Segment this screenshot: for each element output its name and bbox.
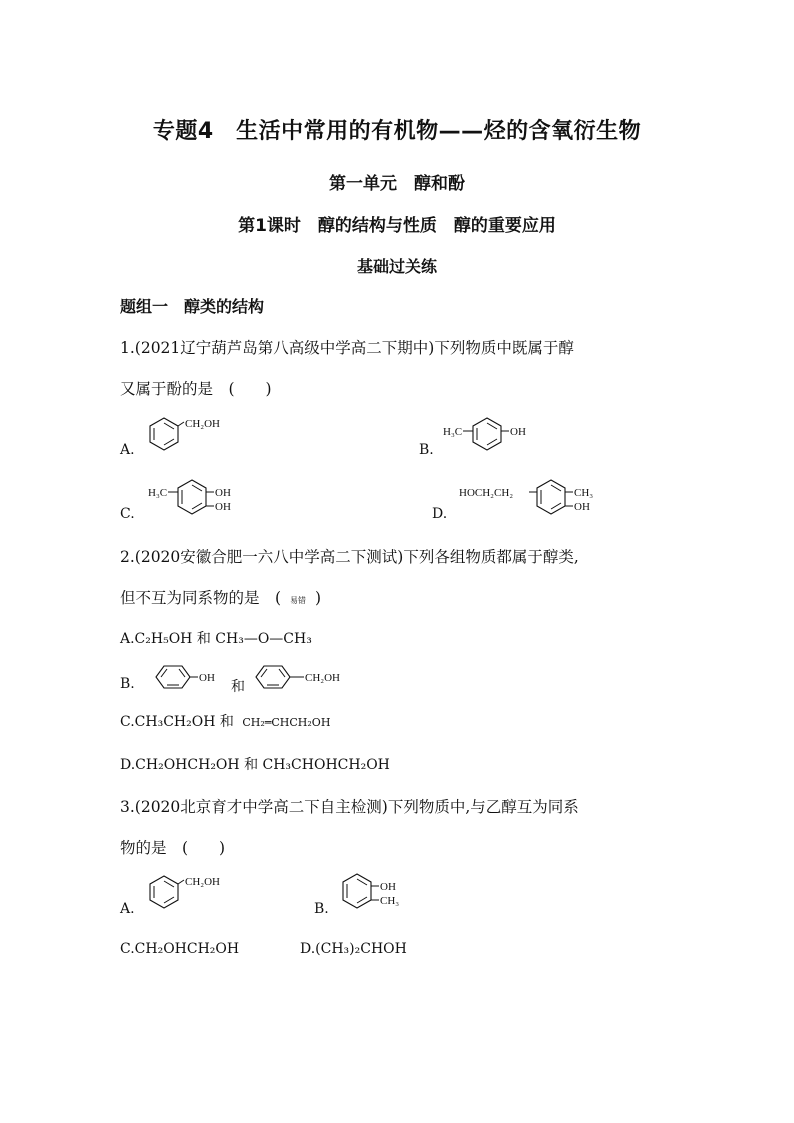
q2-option-b-structure-2 [250,662,370,696]
q3-option-d: D.(CH₃)₂CHOH [300,941,407,957]
q2-b-ch2oh: CH₂OH [305,672,341,684]
q1-c-hydroxyl-1: OH [215,487,231,499]
q2-option-b-letter: B. [120,676,135,692]
q1-stem-line1: 1.(2021辽宁葫芦岛第八高级中学高二下期中)下列物质中既属于醇 [120,339,574,357]
q1-c-hydroxyl-2: OH [215,501,231,513]
error-prone-mark: 易错 [290,596,306,605]
q1-option-a-structure [140,414,250,460]
q2-option-b-structure-1 [146,662,236,696]
q1-option-d-letter: D. [432,506,448,522]
q1-option-d-structure [457,476,617,526]
q1-c-methyl: H₃C [148,487,168,499]
q3-option-a-letter: A. [120,901,135,917]
q1-d-methyl: CH₃ [574,487,594,499]
q3-option-a-structure [140,872,250,918]
q3-option-b-structure [335,870,435,918]
section-title: 基础过关练 [356,257,437,276]
q1-option-c-structure [146,476,266,526]
q1-option-b-structure [441,414,561,460]
topic-title: 专题4 生活中常用的有机物——烃的含氧衍生物 [152,119,642,144]
q3-stem-line2: 物的是 ( ) [120,839,226,857]
q2-option-b-and: 和 [231,679,245,695]
q2-option-c-text: C.CH₃CH₂OH 和 [120,714,234,730]
lesson-title: 第1课时 醇的结构与性质 醇的重要应用 [238,216,556,236]
q2-option-d: D.CH₂OHCH₂OH 和 CH₃CHOHCH₂OH [120,757,390,773]
q1-option-b-letter: B. [419,442,434,458]
q3-option-c: C.CH₂OHCH₂OH [120,941,240,957]
q1-b-methyl: H₃C [443,426,463,438]
q2-stem-line1: 2.(2020安徽合肥一六八中学高二下测试)下列各组物质都属于醇类, [120,548,579,566]
q3-option-b-letter: B. [314,901,329,917]
q2-option-a: A.C₂H₅OH 和 CH₃—O—CH₃ [120,631,312,647]
q1-d-chain: HOCH₂CH₂ [459,487,514,499]
q2-stem-line2-close: ) [314,589,321,607]
q1-d-hydroxyl: OH [574,501,590,513]
q1-option-c-letter: C. [120,506,135,522]
q2-option-c [120,711,330,731]
question-group-label: 题组一 醇类的结构 [120,297,265,316]
q3-stem-line1: 3.(2020北京育才中学高二下自主检测)下列物质中,与乙醇互为同系 [120,798,579,816]
unit-title: 第一单元 醇和酚 [329,174,465,194]
q1-a-substituent: CH₂OH [185,418,221,430]
q1-stem-line2: 又属于酚的是 ( ) [120,380,272,398]
q3-b-hydroxyl: OH [380,881,396,893]
q2-stem-line2-text: 但不互为同系物的是 ( [120,589,282,607]
q1-b-hydroxyl: OH [510,426,526,438]
q2-option-c-formula: CH₂═CHCH₂OH [242,716,331,729]
q1-option-a-letter: A. [120,442,135,458]
q2-b-hydroxyl: OH [199,672,215,684]
q2-stem-line2 [120,586,321,608]
q3-b-methyl: CH₃ [380,895,400,907]
q3-a-substituent: CH₂OH [185,876,221,888]
